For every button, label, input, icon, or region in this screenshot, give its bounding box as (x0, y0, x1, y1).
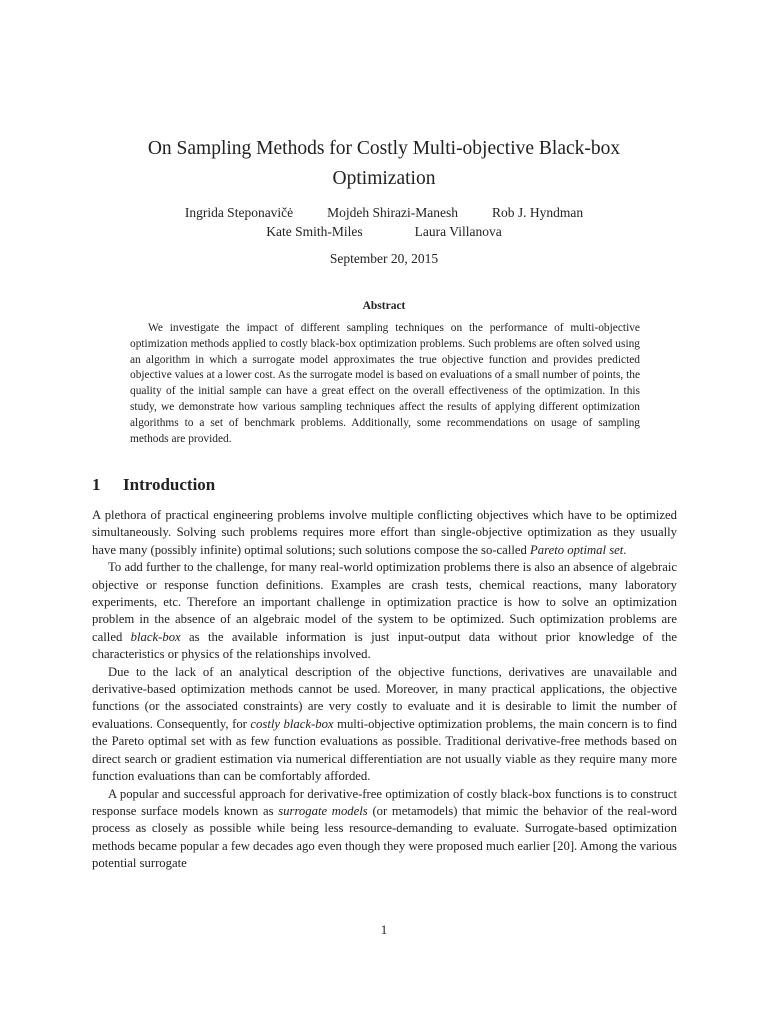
section-number: 1 (92, 475, 101, 494)
emphasis-text: black-box (130, 629, 181, 644)
emphasis-text: costly black-box (250, 716, 334, 731)
author-row-2 (90, 222, 678, 241)
paragraph (92, 559, 677, 663)
text-run: . (623, 542, 627, 557)
author-name: Ingrida Steponavičė (184, 205, 294, 220)
emphasis-text: Pareto optimal set (530, 542, 624, 557)
section-heading (92, 475, 215, 495)
paragraph (92, 786, 677, 873)
paragraph (92, 507, 677, 559)
author-list (90, 203, 678, 241)
text-run: (or metamodels) that mimic the behavior of the real-word process as closely as possible while being less resource-demanding to evaluate. Surrogate-based optimization methods became popular a few decades ago even though they were proposed much earlier [20]. Among the various potential surrogate (92, 803, 677, 871)
author-name: Kate Smith-Miles (266, 224, 363, 239)
title-line-2: Optimization (332, 168, 436, 189)
emphasis-text: surrogate models (278, 803, 368, 818)
author-name: Rob J. Hyndman (492, 205, 584, 220)
paper-date: September 20, 2015 (329, 251, 439, 266)
author-name: Laura Villanova (414, 224, 502, 239)
paper-title (90, 134, 678, 194)
text-run: multi-objective optimization problems, the main concern is to find the Pareto optimal set with as few function evaluations as possible. Traditional derivative-free methods based on direct search or gradient estimation via numerical differentiation are not usually viable as they require many more function evaluations than can be comfortably afforded. (92, 716, 678, 784)
section-title: Introduction (123, 475, 216, 494)
paragraph (92, 664, 677, 786)
text-run: Due to the lack of an analytical description of the objective functions, derivatives are unavailable and derivative-based optimization methods cannot be used. Moreover, in many practical applications, the objective functions (or the associated constraints) are very costly to evaluate and it is desirable to limit the number of evaluations. Consequently, for (92, 664, 677, 731)
page-number: 1 (380, 922, 388, 937)
title-line-1: On Sampling Methods for Costly Multi-objective Black-box (147, 138, 621, 159)
author-name: Mojdeh Shirazi-Manesh (327, 205, 459, 220)
author-row-1 (90, 203, 678, 222)
abstract-text: We investigate the impact of different sampling techniques on the performance of multi-objective optimization methods applied to costly black-box optimization problems. Such problems are often solved using an algorithm in which a surrogate model approximates the true objective function and provides predicted objective values at a lower cost. As the surrogate model is based on evaluations of a small number of points, the quality of the initial sample can have a great effect on the overall effectiveness of the optimization. In this study, we demonstrate how various sampling techniques affect the results of applying different optimization algorithms to a set of benchmark problems. Additionally, some recommendations on usage of sampling methods are provided. (130, 322, 640, 445)
text-run: A plethora of practical engineering problems involve multiple conflicting objectives which have to be optimized simultaneously. Solving such problems requires more effort than single-objective optimization as they usually have many (possibly infinite) optimal solutions; such solutions compose the so-called (92, 508, 677, 557)
text-run: To add further to the challenge, for many real-world optimization problems there is also an absence of algebraic objective or response function definitions. Examples are crash tests, chemical reactions, many laboratory experiments, etc. Therefore an important challenge in optimization practice is how to solve an optimization problem in the absence of an algebraic model of the system to be optimized. Such optimization problems are called (92, 560, 677, 644)
text-run: as the available information is just input-output data without prior knowledge of the characteristics or physics of the relationships involved. (92, 629, 677, 662)
abstract-heading: Abstract (362, 300, 406, 312)
text-run: A popular and successful approach for derivative-free optimization of costly black-box functions is to construct response surface models known as (92, 786, 677, 818)
introduction-body (92, 507, 677, 873)
